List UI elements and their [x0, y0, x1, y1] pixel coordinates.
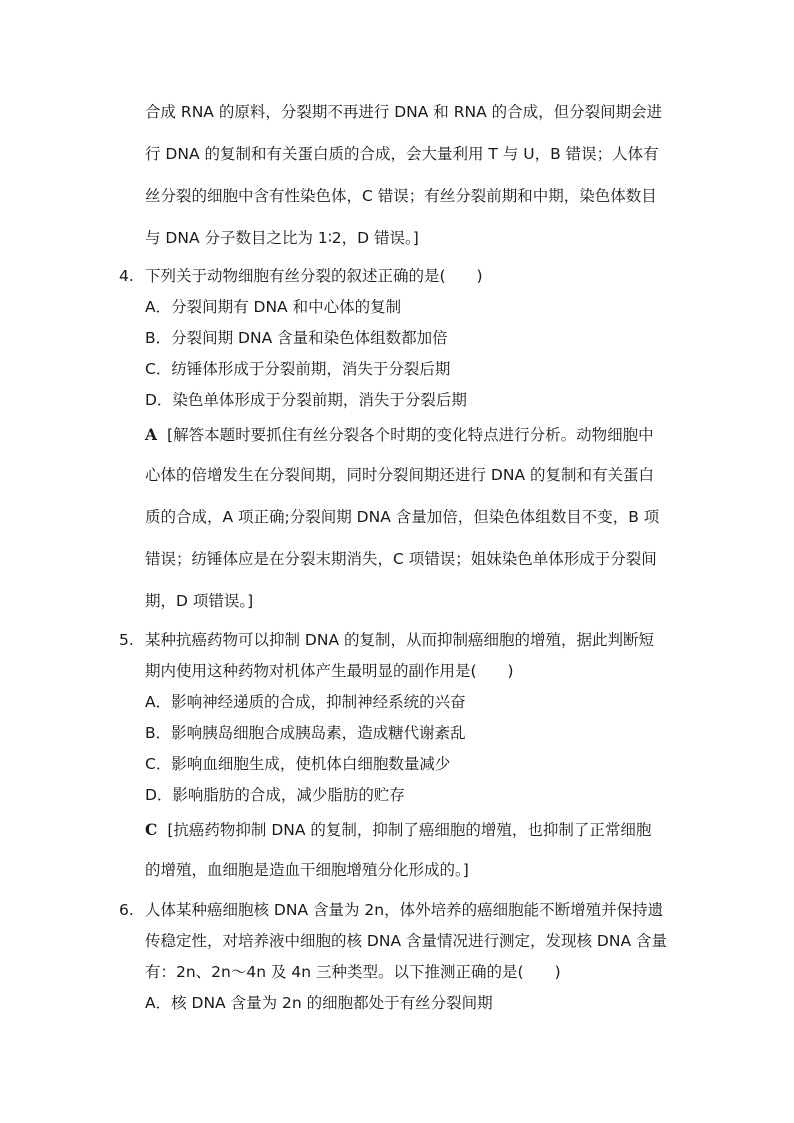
question-6-text-1: 人体某种癌细胞核 DNA 含量为 2n，体外培养的癌细胞能不断增殖并保持遗 [145, 901, 664, 919]
question-6-number: 6. [119, 901, 134, 919]
question-5-number: 5. [119, 631, 134, 649]
question-5-explanation-line-2: 的增殖，血细胞是造血干细胞增殖分化形成的。] [145, 861, 469, 879]
question-4-explanation-line-4: 错误；纺锤体应是在分裂末期消失，C 项错误；姐妹染色单体形成于分裂间 [145, 550, 657, 568]
question-4-text: 下列关于动物细胞有丝分裂的叙述正确的是( ) [145, 267, 483, 285]
question-4-explanation-line-2: 心体的倍增发生在分裂间期，同时分裂间期还进行 DNA 的复制和有关蛋白 [145, 466, 654, 484]
question-5-explanation-text-1: [抗癌药物抑制 DNA 的复制，抑制了癌细胞的增殖，也抑制了正常细胞 [167, 821, 652, 839]
question-4-explanation-line-3: 质的合成，A 项正确;分裂间期 DNA 含量加倍，但染色体组数目不变，B 项 [145, 508, 660, 526]
question-4-explanation-line-5: 期，D 项错误。] [145, 592, 254, 610]
question-6-text-2: 传稳定性，对培养液中细胞的核 DNA 含量情况进行测定，发现核 DNA 含量 [145, 932, 667, 950]
question-4-explanation-line-1 [145, 426, 675, 444]
question-4-stem [119, 267, 679, 285]
question-5-option-a: A．影响神经递质的合成，抑制神经系统的兴奋 [145, 693, 466, 711]
explanation3-line-2: 行 DNA 的复制和有关蛋白质的合成，会大量利用 T 与 U，B 错误；人体有 [145, 145, 659, 163]
question-5-answer-letter: C [145, 820, 158, 839]
question-4-number: 4. [119, 267, 134, 285]
question-5-explanation-line-1 [145, 821, 675, 839]
question-5-option-b: B．影响胰岛细胞合成胰岛素，造成糖代谢紊乱 [145, 724, 466, 742]
explanation3-line-3: 丝分裂的细胞中含有性染色体，C 错误；有丝分裂前期和中期，染色体数目 [145, 187, 657, 205]
question-5-stem [119, 631, 679, 649]
question-4-option-c: C．纺锤体形成于分裂前期，消失于分裂后期 [145, 360, 451, 378]
question-5-option-c: C．影响血细胞生成，使机体白细胞数量减少 [145, 755, 451, 773]
question-4-option-a: A．分裂间期有 DNA 和中心体的复制 [145, 298, 402, 316]
question-6-text-3: 有：2n、2n～4n 及 4n 三种类型。以下推测正确的是( ) [145, 963, 561, 981]
question-4-explanation-text-1: [解答本题时要抓住有丝分裂各个时期的变化特点进行分析。动物细胞中 [167, 426, 654, 444]
question-6-option-a: A．核 DNA 含量为 2n 的细胞都处于有丝分裂间期 [145, 994, 493, 1012]
question-5-option-d: D．影响脂肪的合成，减少脂肪的贮存 [145, 786, 405, 804]
question-6-stem [119, 901, 679, 919]
question-4-option-d: D．染色单体形成于分裂前期，消失于分裂后期 [145, 391, 467, 409]
question-5-text-2: 期内使用这种药物对机体产生最明显的副作用是( ) [145, 662, 514, 680]
explanation3-line-1: 合成 RNA 的原料，分裂期不再进行 DNA 和 RNA 的合成，但分裂间期会进 [145, 103, 663, 121]
question-4-answer-letter: A [145, 425, 158, 444]
explanation3-line-4: 与 DNA 分子数目之比为 1∶2，D 错误。] [145, 229, 419, 247]
question-4-option-b: B．分裂间期 DNA 含量和染色体组数都加倍 [145, 329, 448, 347]
question-5-text-1: 某种抗癌药物可以抑制 DNA 的复制，从而抑制癌细胞的增殖，据此判断短 [145, 631, 654, 649]
